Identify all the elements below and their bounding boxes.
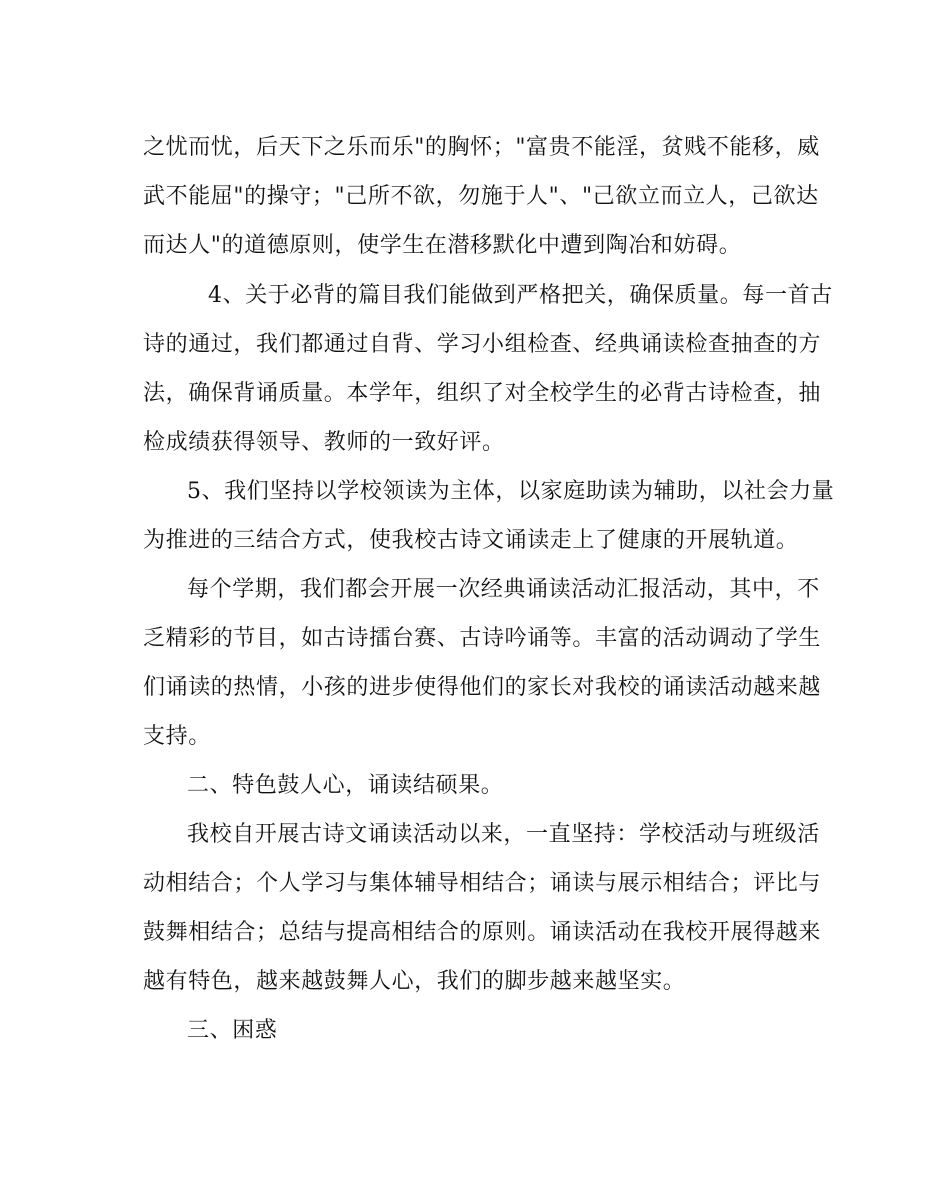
paragraph-start-line: 每个学期，我们都会开展一次经典诵读活动汇报活动，其中，不: [187, 577, 820, 602]
text-line: 而达人"的道德原则，使学生在潜移默化中遭到陶冶和妨碍。: [143, 233, 742, 258]
text-line: 检成绩获得领导、教师的一致好评。: [143, 430, 505, 455]
text-line: 法，确保背诵质量。本学年，组织了对全校学生的必背古诗检查，抽: [143, 381, 822, 406]
text-line: 动相结合；个人学习与集体辅导相结合；诵读与展示相结合；评比与: [143, 871, 822, 896]
text-line: 乏精彩的节目，如古诗擂台赛、古诗吟诵等。丰富的活动调动了学生: [143, 626, 822, 651]
text-line: 鼓舞相结合；总结与提高相结合的原则。诵读活动在我校开展得越来: [143, 920, 822, 945]
text-line: 为推进的三结合方式，使我校古诗文诵读走上了健康的开展轨道。: [143, 528, 799, 553]
paragraph-start-line: 5、我们坚持以学校领读为主体，以家庭助读为辅助，以社会力量: [187, 479, 835, 504]
text-line: 们诵读的热情，小孩的进步使得他们的家长对我校的诵读活动越来越: [143, 675, 822, 700]
paragraph-start-line: 4、关于必背的篇目我们能做到严格把关，确保质量。每一首古: [208, 283, 833, 308]
text-line: 之忧而忧，后天下之乐而乐"的胸怀；"富贵不能淫，贫贱不能移，威: [143, 135, 820, 160]
paragraph-start-line: 我校自开展古诗文诵读活动以来，一直坚持：学校活动与班级活: [187, 822, 820, 847]
text-line: 诗的通过，我们都通过自背、学习小组检查、经典诵读检查抽查的方: [143, 332, 822, 357]
section-heading: 二、特色鼓人心，诵读结硕果。: [187, 773, 504, 798]
text-line: 越有特色，越来越鼓舞人心，我们的脚步越来越坚实。: [143, 969, 686, 994]
text-line: 支持。: [143, 724, 211, 749]
text-line: 武不能屈"的操守；"己所不欲，勿施于人"、"己欲立而立人，己欲达: [143, 184, 819, 209]
section-heading: 三、困惑: [187, 1018, 278, 1043]
